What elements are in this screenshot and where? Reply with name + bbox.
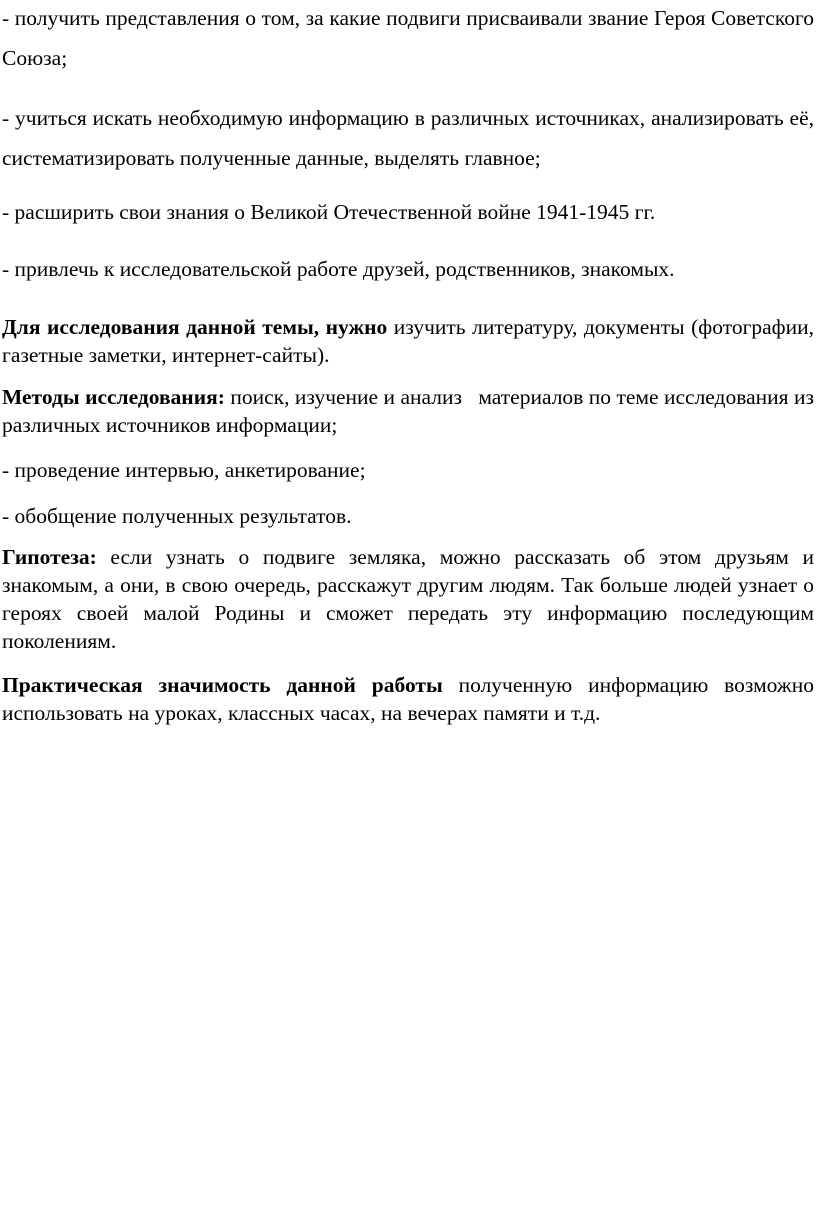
goal-paragraph-1: - получить представления о том, за какие подвиги присваивали звание Героя Советского Союза; <box>2 6 814 70</box>
goal-paragraph-2: - учиться искать необходимую информацию в различных источниках, анализировать её, систематизировать полученные данные, выделять главное; <box>2 106 814 170</box>
methods-text: поиск, изучение и анализ материалов по теме исследования из различных источников информации; <box>2 385 815 437</box>
research-need-text: изучить литературу, документы (фотографии, газетные заметки, интернет-сайты). <box>2 315 814 367</box>
methods-label: Методы исследования: <box>2 385 225 409</box>
research-need-label: Для исследования данной темы, нужно <box>2 315 388 339</box>
hypothesis-label: Гипотеза: <box>2 545 97 569</box>
hypothesis-paragraph <box>2 543 814 655</box>
significance-paragraph <box>2 671 814 727</box>
significance-label: Практическая значимость данной работы <box>2 673 443 697</box>
methods-item-1: - проведение интервью, анкетирование; <box>2 458 366 482</box>
significance-text: полученную информацию возможно использовать на уроках, классных часах, на вечерах памяти и т.д. <box>2 673 814 725</box>
research-need-paragraph <box>2 313 814 369</box>
methods-item-2: - обобщение полученных результатов. <box>2 504 352 528</box>
methods-paragraph <box>2 383 814 439</box>
hypothesis-text: если узнать о подвиге земляка, можно рассказать об этом друзьям и знакомым, а они, в свою очередь, расскажут другим людям. Так больше людей узнает о героях своей малой Родины и сможет передать эту информацию последующим поколениям. <box>2 545 814 653</box>
goal-paragraph-4: - привлечь к исследовательской работе друзей, родственников, знакомых. <box>2 257 675 281</box>
goal-paragraph-3: - расширить свои знания о Великой Отечественной войне 1941-1945 гг. <box>2 200 656 224</box>
